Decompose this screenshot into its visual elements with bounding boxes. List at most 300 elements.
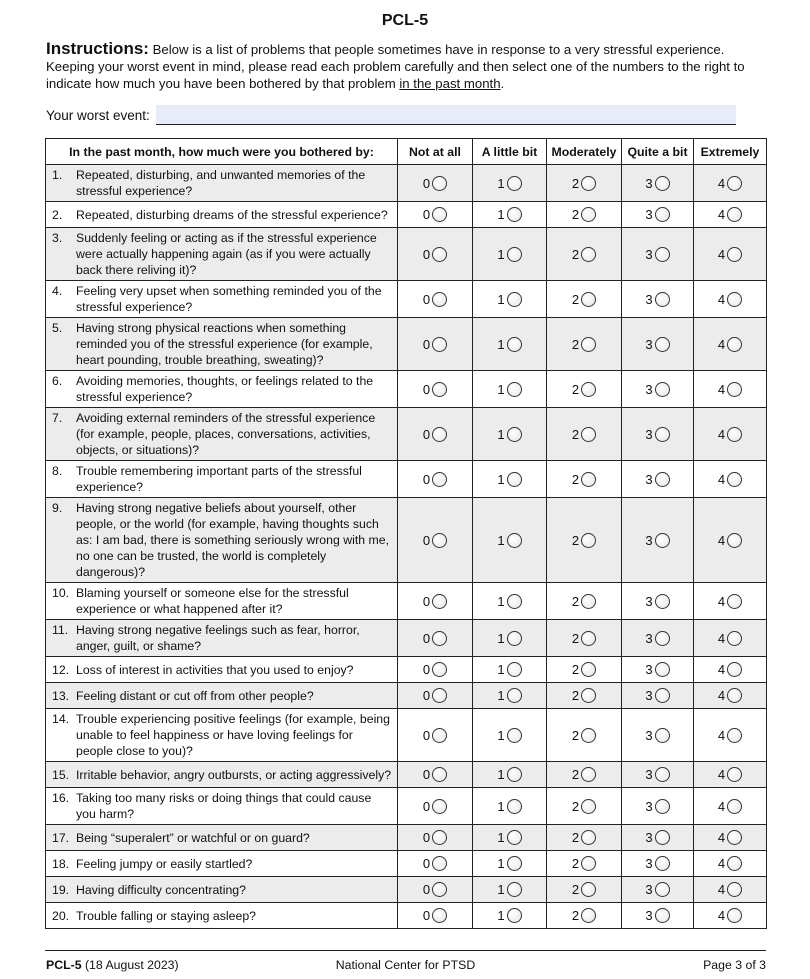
question-wrap (52, 320, 393, 368)
option-choice[interactable] (645, 207, 669, 222)
option-choice[interactable] (423, 799, 447, 814)
option-cell (473, 202, 547, 228)
question-wrap (52, 463, 393, 495)
radio-button[interactable] (655, 207, 670, 222)
option-choice[interactable] (423, 337, 447, 352)
option-choice[interactable] (423, 382, 447, 397)
radio-button[interactable] (581, 882, 596, 897)
radio-button[interactable] (432, 767, 447, 782)
option-value: 4 (717, 688, 726, 703)
radio-button[interactable] (581, 767, 596, 782)
option-choice[interactable] (497, 830, 521, 845)
radio-button[interactable] (507, 631, 522, 646)
option-choice[interactable] (423, 856, 447, 871)
option-value: 3 (645, 175, 653, 191)
radio-button[interactable] (432, 533, 447, 548)
option-value: 2 (571, 471, 580, 487)
question-cell (46, 202, 398, 228)
radio-button[interactable] (432, 882, 447, 897)
question-text: Having strong negative beliefs about yourself, other people, or the world (for example, having thoughts such as: I am bad, there is something seriously wrong with me, no one can be trusted, the world is completely dangerous)? (76, 501, 390, 579)
option-choice[interactable] (572, 337, 596, 352)
option-choice[interactable] (423, 830, 447, 845)
option-value: 2 (571, 856, 580, 871)
option-choice[interactable] (423, 427, 447, 442)
option-choice[interactable] (497, 337, 521, 352)
radio-button[interactable] (655, 533, 670, 548)
question-text: Loss of interest in activities that you used to enjoy? (76, 662, 354, 677)
option-choice[interactable] (645, 533, 669, 548)
option-choice[interactable] (572, 728, 596, 743)
radio-button[interactable] (655, 830, 670, 845)
option-cell (547, 620, 622, 657)
radio-button[interactable] (727, 631, 742, 646)
radio-button[interactable] (655, 688, 670, 703)
option-value: 0 (422, 593, 431, 609)
option-choice[interactable] (423, 767, 447, 782)
option-cell (398, 788, 473, 825)
option-choice[interactable] (497, 472, 521, 487)
radio-button[interactable] (727, 207, 742, 222)
radio-button[interactable] (727, 292, 742, 307)
option-choice[interactable] (718, 427, 742, 442)
radio-button[interactable] (581, 908, 596, 923)
radio-button[interactable] (727, 830, 742, 845)
option-cell (622, 903, 694, 929)
radio-button[interactable] (507, 533, 522, 548)
radio-button[interactable] (581, 292, 596, 307)
radio-button[interactable] (507, 856, 522, 871)
option-choice[interactable] (423, 533, 447, 548)
option-choice[interactable] (497, 662, 521, 677)
option-choice[interactable] (497, 767, 521, 782)
table-row (46, 408, 767, 461)
option-choice[interactable] (718, 631, 742, 646)
option-choice[interactable] (645, 337, 669, 352)
option-choice[interactable] (423, 882, 447, 897)
radio-button[interactable] (581, 427, 596, 442)
option-choice[interactable] (718, 337, 742, 352)
option-choice[interactable] (497, 247, 521, 262)
option-choice[interactable] (497, 292, 521, 307)
radio-button[interactable] (727, 337, 742, 352)
option-choice[interactable] (572, 830, 596, 845)
option-choice[interactable] (645, 662, 669, 677)
option-choice[interactable] (423, 728, 447, 743)
radio-button[interactable] (581, 533, 596, 548)
option-cell (473, 498, 547, 583)
question-cell (46, 408, 398, 461)
question-wrap (52, 622, 393, 654)
option-cell (694, 709, 767, 762)
radio-button[interactable] (507, 337, 522, 352)
option-cell (398, 683, 473, 709)
radio-button[interactable] (655, 594, 670, 609)
option-choice[interactable] (572, 631, 596, 646)
option-choice[interactable] (572, 882, 596, 897)
option-cell (622, 408, 694, 461)
option-choice[interactable] (423, 292, 447, 307)
radio-button[interactable] (581, 799, 596, 814)
option-value: 3 (645, 830, 653, 845)
radio-button[interactable] (507, 427, 522, 442)
option-cell (547, 851, 622, 877)
option-choice[interactable] (497, 908, 521, 923)
radio-button[interactable] (507, 176, 522, 191)
option-cell (622, 498, 694, 583)
radio-button[interactable] (727, 472, 742, 487)
option-cell (547, 318, 622, 371)
radio-button[interactable] (432, 631, 447, 646)
radio-button[interactable] (581, 247, 596, 262)
option-choice[interactable] (423, 908, 447, 923)
option-choice[interactable] (572, 662, 596, 677)
footer-date: (18 August 2023) (81, 958, 179, 972)
option-choice[interactable] (572, 472, 596, 487)
radio-button[interactable] (507, 207, 522, 222)
table-row (46, 903, 767, 929)
radio-button[interactable] (727, 533, 742, 548)
radio-button[interactable] (727, 908, 742, 923)
radio-button[interactable] (655, 882, 670, 897)
option-value: 4 (717, 593, 726, 609)
radio-button[interactable] (507, 688, 522, 703)
option-choice[interactable] (423, 176, 447, 191)
option-value: 3 (645, 471, 653, 487)
option-choice[interactable] (572, 176, 596, 191)
radio-button[interactable] (432, 799, 447, 814)
option-value: 0 (422, 630, 431, 646)
option-choice[interactable] (718, 830, 742, 845)
option-choice[interactable] (645, 247, 669, 262)
option-cell (547, 165, 622, 202)
option-choice[interactable] (718, 728, 742, 743)
option-choice[interactable] (572, 908, 596, 923)
radio-button[interactable] (727, 728, 742, 743)
option-choice[interactable] (645, 427, 669, 442)
option-choice[interactable] (572, 594, 596, 609)
question-number: 6. (52, 374, 63, 388)
radio-button[interactable] (507, 882, 522, 897)
option-choice[interactable] (572, 382, 596, 397)
option-choice[interactable] (718, 688, 742, 703)
option-choice[interactable] (645, 292, 669, 307)
question-cell (46, 825, 398, 851)
option-value: 4 (717, 882, 726, 897)
question-number: 12. (52, 662, 70, 677)
option-cell (473, 228, 547, 281)
option-choice[interactable] (645, 594, 669, 609)
option-cell (622, 657, 694, 683)
option-choice[interactable] (718, 662, 742, 677)
radio-button[interactable] (432, 382, 447, 397)
question-cell (46, 620, 398, 657)
option-choice[interactable] (718, 799, 742, 814)
option-cell (694, 877, 767, 903)
radio-button[interactable] (581, 337, 596, 352)
radio-button[interactable] (727, 247, 742, 262)
question-number: 9. (52, 501, 63, 515)
option-value: 2 (571, 882, 580, 897)
question-wrap (52, 767, 393, 783)
option-cell (473, 762, 547, 788)
radio-button[interactable] (655, 662, 670, 677)
option-choice[interactable] (645, 908, 669, 923)
radio-button[interactable] (655, 472, 670, 487)
option-choice[interactable] (497, 688, 521, 703)
radio-button[interactable] (507, 292, 522, 307)
option-value: 2 (571, 532, 580, 548)
question-wrap (52, 500, 393, 580)
radio-button[interactable] (507, 472, 522, 487)
question-text: Suddenly feeling or acting as if the stressful experience were actually happening again (as if you were actually back there reliving it)? (76, 231, 377, 277)
option-choice[interactable] (497, 856, 521, 871)
option-choice[interactable] (423, 207, 447, 222)
header-a-little-bit: A little bit (473, 139, 547, 165)
radio-button[interactable] (581, 856, 596, 871)
table-row (46, 371, 767, 408)
option-choice[interactable] (718, 472, 742, 487)
option-value: 3 (645, 246, 653, 262)
option-choice[interactable] (718, 908, 742, 923)
radio-button[interactable] (432, 472, 447, 487)
option-value: 1 (497, 532, 505, 548)
question-number: 1. (52, 168, 63, 182)
option-choice[interactable] (423, 594, 447, 609)
option-value: 4 (717, 291, 726, 307)
radio-button[interactable] (727, 427, 742, 442)
question-text: Repeated, disturbing dreams of the stressful experience? (76, 207, 388, 222)
radio-button[interactable] (727, 662, 742, 677)
option-choice[interactable] (718, 533, 742, 548)
radio-button[interactable] (507, 594, 522, 609)
option-cell (473, 657, 547, 683)
radio-button[interactable] (507, 247, 522, 262)
option-choice[interactable] (497, 594, 521, 609)
question-cell (46, 877, 398, 903)
radio-button[interactable] (727, 856, 742, 871)
radio-button[interactable] (432, 830, 447, 845)
radio-button[interactable] (727, 594, 742, 609)
radio-button[interactable] (727, 688, 742, 703)
radio-button[interactable] (655, 427, 670, 442)
option-choice[interactable] (645, 830, 669, 845)
option-choice[interactable] (645, 799, 669, 814)
question-number: 20. (52, 908, 70, 923)
table-row (46, 825, 767, 851)
radio-button[interactable] (727, 767, 742, 782)
option-choice[interactable] (423, 472, 447, 487)
option-cell (694, 657, 767, 683)
option-choice[interactable] (645, 472, 669, 487)
question-cell (46, 709, 398, 762)
option-choice[interactable] (497, 427, 521, 442)
option-value: 0 (422, 246, 431, 262)
option-choice[interactable] (572, 799, 596, 814)
radio-button[interactable] (432, 427, 447, 442)
radio-button[interactable] (507, 799, 522, 814)
option-choice[interactable] (572, 856, 596, 871)
option-choice[interactable] (572, 292, 596, 307)
radio-button[interactable] (581, 662, 596, 677)
option-value: 4 (717, 207, 726, 222)
table-row (46, 318, 767, 371)
option-choice[interactable] (718, 767, 742, 782)
radio-button[interactable] (507, 830, 522, 845)
question-cell (46, 461, 398, 498)
option-choice[interactable] (423, 631, 447, 646)
radio-button[interactable] (507, 767, 522, 782)
question-cell (46, 498, 398, 583)
option-value: 3 (645, 908, 653, 923)
option-choice[interactable] (423, 662, 447, 677)
radio-button[interactable] (727, 382, 742, 397)
radio-button[interactable] (432, 728, 447, 743)
radio-button[interactable] (581, 382, 596, 397)
option-choice[interactable] (572, 207, 596, 222)
option-value: 1 (497, 856, 505, 871)
radio-button[interactable] (581, 631, 596, 646)
option-value: 2 (571, 381, 580, 397)
option-choice[interactable] (718, 247, 742, 262)
radio-button[interactable] (507, 728, 522, 743)
option-choice[interactable] (718, 856, 742, 871)
option-choice[interactable] (572, 427, 596, 442)
radio-button[interactable] (432, 337, 447, 352)
radio-button[interactable] (727, 882, 742, 897)
radio-button[interactable] (655, 799, 670, 814)
option-choice[interactable] (718, 207, 742, 222)
option-value: 2 (571, 830, 580, 845)
option-value: 3 (645, 207, 653, 222)
table-row (46, 228, 767, 281)
radio-button[interactable] (655, 767, 670, 782)
option-cell (622, 318, 694, 371)
option-choice[interactable] (645, 856, 669, 871)
radio-button[interactable] (432, 594, 447, 609)
radio-button[interactable] (655, 247, 670, 262)
radio-button[interactable] (581, 830, 596, 845)
question-cell (46, 583, 398, 620)
option-value: 2 (571, 246, 580, 262)
radio-button[interactable] (655, 631, 670, 646)
option-value: 1 (497, 246, 505, 262)
option-value: 4 (717, 246, 726, 262)
radio-button[interactable] (581, 594, 596, 609)
option-cell (398, 461, 473, 498)
option-choice[interactable] (497, 382, 521, 397)
question-cell (46, 318, 398, 371)
radio-button[interactable] (581, 176, 596, 191)
option-choice[interactable] (645, 176, 669, 191)
question-text: Taking too many risks or doing things that could cause you harm? (76, 791, 372, 821)
option-cell (398, 877, 473, 903)
option-choice[interactable] (497, 631, 521, 646)
option-value: 2 (571, 593, 580, 609)
option-choice[interactable] (645, 767, 669, 782)
option-value: 2 (571, 798, 580, 814)
radio-button[interactable] (432, 292, 447, 307)
radio-button[interactable] (581, 472, 596, 487)
radio-button[interactable] (507, 382, 522, 397)
header-quite-a-bit: Quite a bit (622, 139, 694, 165)
worst-event-input[interactable] (156, 105, 736, 125)
option-cell (694, 825, 767, 851)
radio-button[interactable] (655, 856, 670, 871)
question-wrap (52, 283, 393, 315)
option-value: 3 (645, 532, 653, 548)
option-value: 0 (422, 532, 431, 548)
option-choice[interactable] (572, 688, 596, 703)
radio-button[interactable] (655, 176, 670, 191)
radio-button[interactable] (432, 247, 447, 262)
question-wrap (52, 207, 393, 223)
option-choice[interactable] (645, 382, 669, 397)
option-choice[interactable] (497, 799, 521, 814)
option-choice[interactable] (645, 728, 669, 743)
table-row (46, 461, 767, 498)
option-cell (622, 281, 694, 318)
radio-button[interactable] (507, 662, 522, 677)
radio-button[interactable] (581, 688, 596, 703)
radio-button[interactable] (655, 337, 670, 352)
radio-button[interactable] (655, 382, 670, 397)
option-choice[interactable] (423, 688, 447, 703)
option-choice[interactable] (572, 533, 596, 548)
option-choice[interactable] (497, 882, 521, 897)
instructions (46, 40, 776, 92)
option-cell (622, 877, 694, 903)
option-choice[interactable] (645, 882, 669, 897)
table-row (46, 851, 767, 877)
radio-button[interactable] (432, 207, 447, 222)
radio-button[interactable] (507, 908, 522, 923)
radio-button[interactable] (655, 292, 670, 307)
option-choice[interactable] (645, 688, 669, 703)
radio-button[interactable] (727, 799, 742, 814)
option-choice[interactable] (497, 176, 521, 191)
option-value: 4 (717, 175, 726, 191)
option-choice[interactable] (718, 176, 742, 191)
option-choice[interactable] (497, 207, 521, 222)
radio-button[interactable] (432, 688, 447, 703)
table-row (46, 762, 767, 788)
option-choice[interactable] (497, 728, 521, 743)
option-choice[interactable] (572, 767, 596, 782)
option-choice[interactable] (718, 292, 742, 307)
option-choice[interactable] (423, 247, 447, 262)
radio-button[interactable] (432, 176, 447, 191)
option-choice[interactable] (718, 594, 742, 609)
radio-button[interactable] (727, 176, 742, 191)
radio-button[interactable] (432, 662, 447, 677)
radio-button[interactable] (432, 856, 447, 871)
question-wrap (52, 585, 393, 617)
radio-button[interactable] (581, 728, 596, 743)
option-choice[interactable] (718, 382, 742, 397)
radio-button[interactable] (655, 908, 670, 923)
radio-button[interactable] (655, 728, 670, 743)
option-choice[interactable] (572, 247, 596, 262)
footer-organization: National Center for PTSD (335, 958, 476, 972)
question-text: Having strong negative feelings such as fear, horror, anger, guilt, or shame? (76, 623, 360, 653)
option-choice[interactable] (497, 533, 521, 548)
option-choice[interactable] (718, 882, 742, 897)
radio-button[interactable] (432, 908, 447, 923)
question-wrap (52, 410, 393, 458)
option-choice[interactable] (645, 631, 669, 646)
radio-button[interactable] (581, 207, 596, 222)
option-value: 0 (422, 908, 431, 923)
